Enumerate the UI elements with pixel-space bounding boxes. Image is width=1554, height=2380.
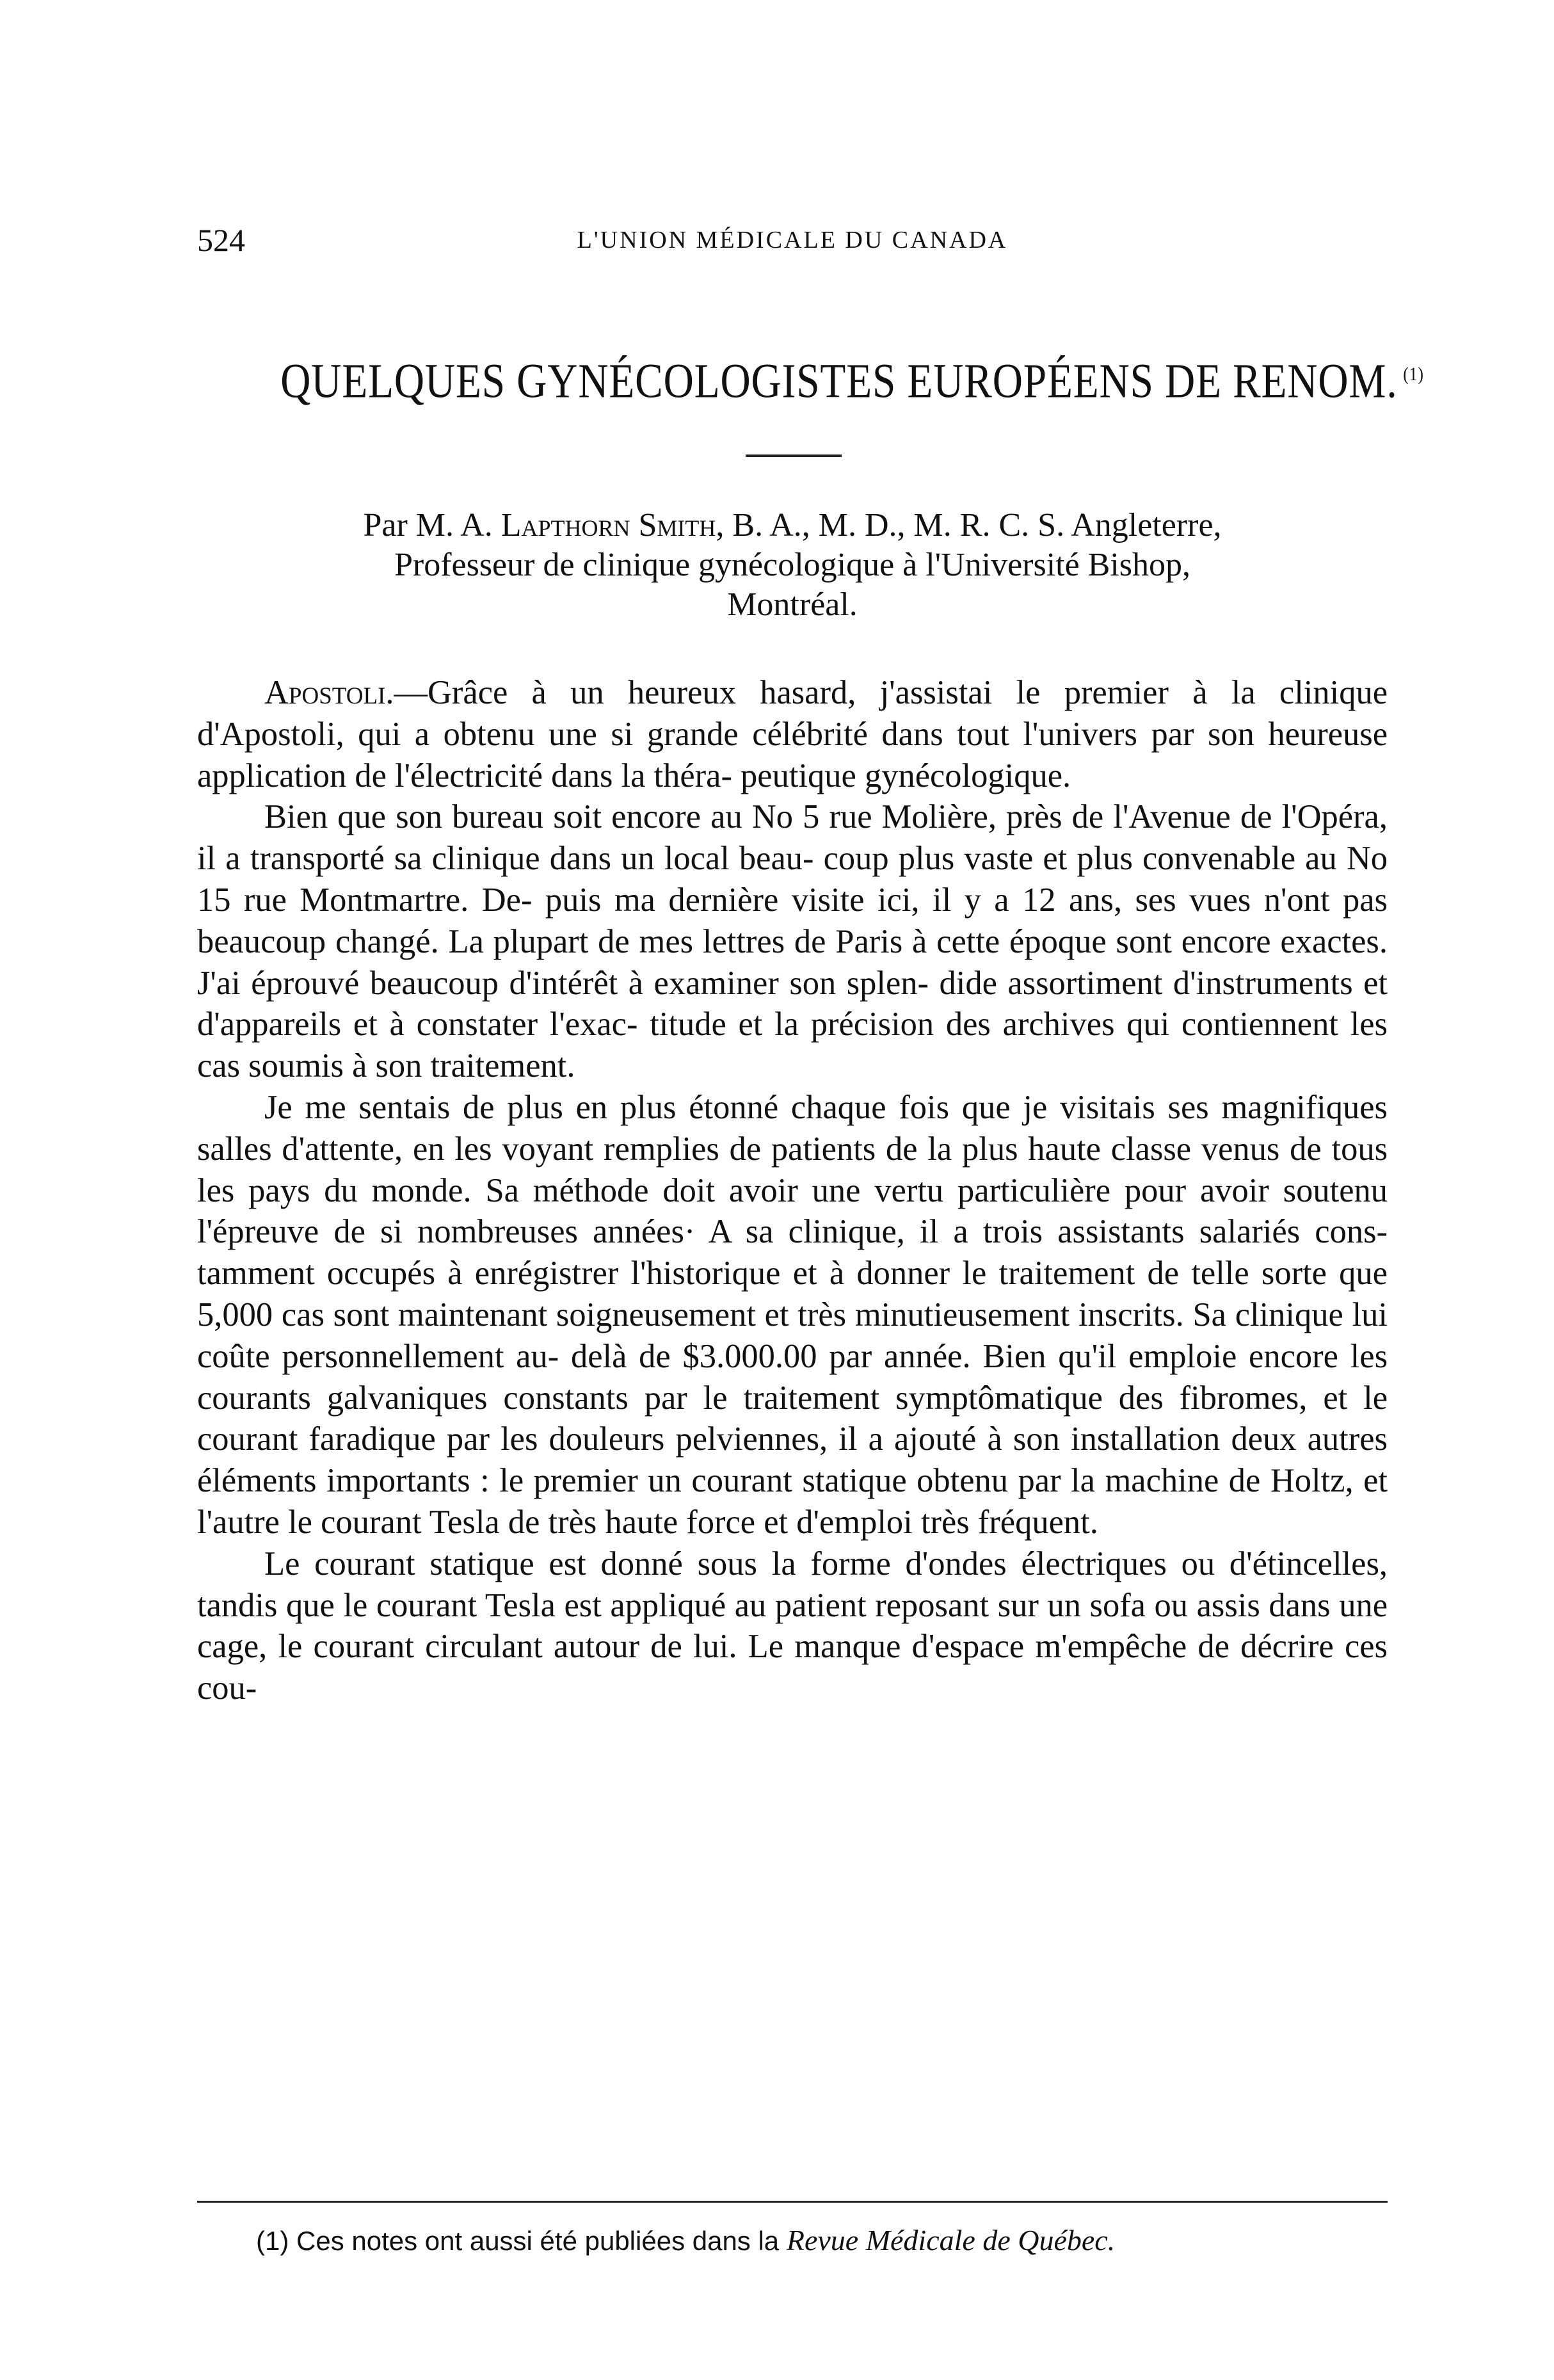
paragraph-4: Le courant statique est donné sous la forme d'ondes électriques ou d'étincelles, tandis que le courant Tesla est appliqué au patient reposant sur un sofa ou assis dans une cage, le courant circulant autour de lui. Le manque d'espace m'empêche de décrire ces cou- — [197, 1545, 1388, 1707]
title-footnote-marker: (1) — [1403, 364, 1424, 385]
byline-line-2: Professeur de clinique gynécologique à l'Université Bishop, — [394, 547, 1191, 583]
running-head — [197, 218, 1388, 262]
paragraph-2: Bien que son bureau soit encore au No 5 rue Molière, près de l'Avenue de l'Opéra, il a transporté sa clinique dans un local beau- coup plus vaste et plus convenable au No 15 rue Montmartre. De- puis ma dernière visite ici, il y a 12 ans, ses vues n'ont pas beaucoup changé. La plupart de mes lettres de Paris à cette époque sont encore exactes. J'ai éprouvé beaucoup d'intérêt à examiner son splen- dide assortiment d'instruments et d'appareils et à constater l'exac- titude et la précision des archives qui contiennent les cas soumis à son traitement. — [197, 798, 1388, 1085]
article-body — [197, 672, 1388, 1709]
page-number: 524 — [197, 222, 245, 258]
footnote-text: Ces notes ont aussi été publiées dans la — [289, 2226, 787, 2256]
footnote-divider — [197, 2201, 1388, 2203]
article-title-text: QUELQUES GYNÉCOLOGISTES EUROPÉENS DE RENOM. — [280, 354, 1398, 408]
journal-title: L'UNION MÉDICALE DU CANADA — [577, 227, 1008, 253]
paragraph-1 — [197, 672, 1388, 796]
byline-line-3: Montréal. — [727, 586, 858, 623]
footnote — [256, 2221, 1382, 2260]
byline-prefix: Par M. A. — [363, 507, 501, 543]
byline-line-1 — [197, 506, 1388, 545]
footnote-marker: (1) — [256, 2226, 289, 2256]
title-divider — [746, 454, 842, 457]
section-name: Apostoli. — [264, 674, 394, 711]
author-credentials: , B. A., M. D., M. R. C. S. Angleterre, — [716, 507, 1222, 543]
article-title — [280, 339, 1424, 416]
author-name: Lapthorn Smith — [501, 507, 716, 543]
paragraph-1-text: —Grâce à un heureux hasard, j'assistai le premier à la clinique d'Apostoli, qui a obtenu une si grande célébrité dans tout l'univers par son heureuse application de l'électricité dans la théra- peutique gynécologique. — [197, 674, 1388, 794]
footnote-journal: Revue Médicale de Québec. — [786, 2224, 1116, 2256]
paragraph-3: Je me sentais de plus en plus étonné chaque fois que je visitais ses magnifiques salles d'attente, en les voyant remplies de patients de la plus haute classe venus de tous les pays du monde. Sa méthode doit avoir une vertu particulière pour avoir soutenu l'épreuve de si nombreuses années· A sa clinique, il a trois assistants salariés cons- tamment occupés à enrégistrer l'historique et à donner le traitement de telle sorte que 5,000 cas sont maintenant soigneusement et très minutieusement inscrits. Sa clinique lui coûte personnellement au- delà de $3.000.00 par année. Bien qu'il emploie encore les courants galvaniques constants par le traitement symptômatique des fibromes, et le courant faradique par les douleurs pelviennes, il a ajouté à son installation deux autres éléments importants : le premier un courant statique obtenu par la machine de Holtz, et l'autre le courant Tesla de très haute force et d'emploi très fréquent. — [197, 1088, 1388, 1541]
byline — [197, 506, 1388, 625]
